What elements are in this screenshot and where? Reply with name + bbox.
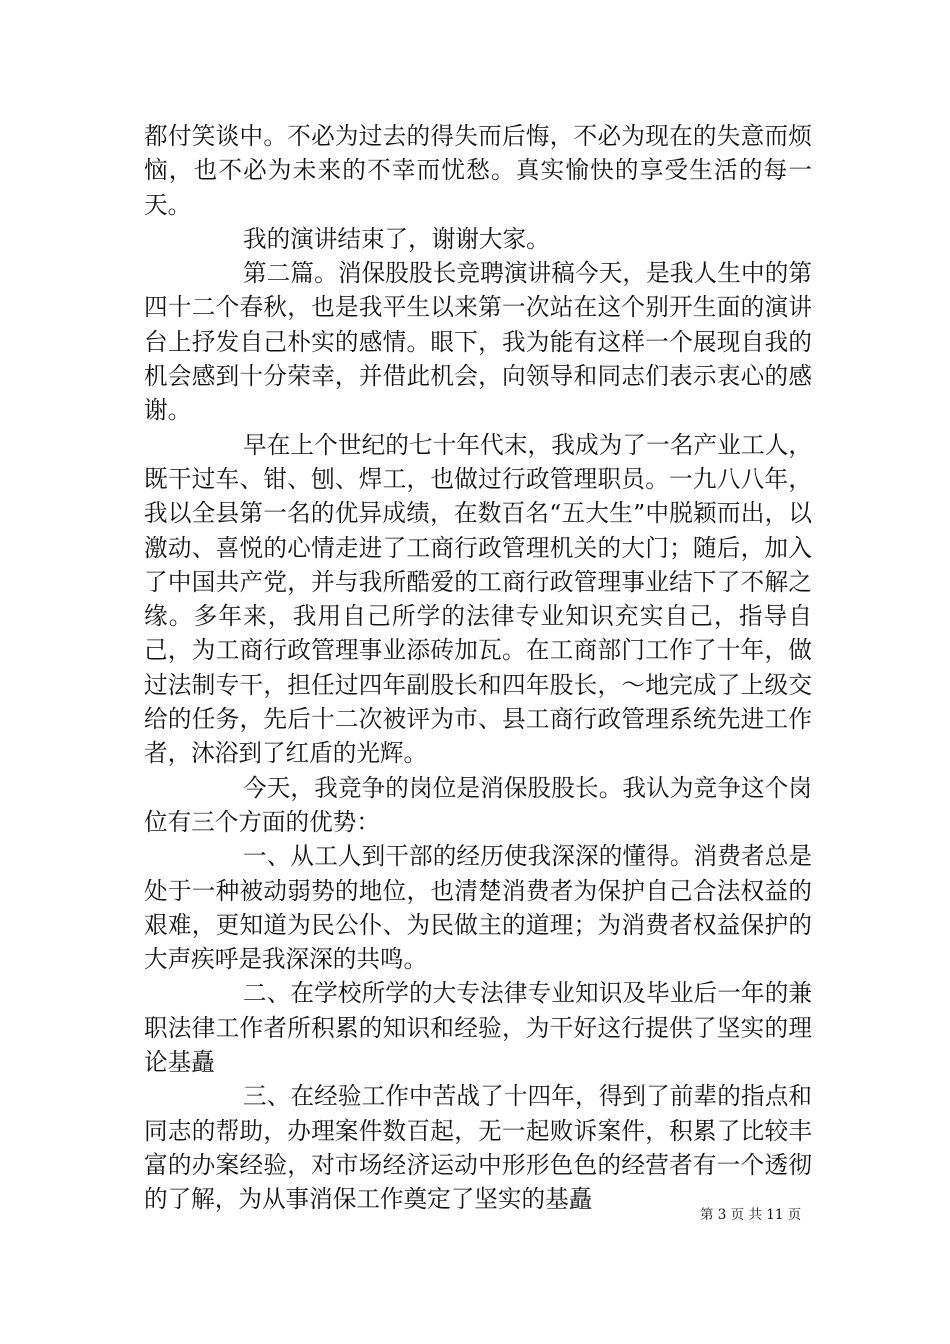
paragraph-4: 早在上个世纪的七十年代末，我成为了一名产业工人，既干过车、钳、刨、焊工，也做过行政管理职员。一九八八年，我以全县第一名的优异成绩，在数百名“五大生”中脱颖而出，以激动、喜悦的心情走进了工商行政管理机关的大门；随后，加入了中国共产党，并与我所酷爱的工商行政管理事业结下了不解之缘。多年来，我用自己所学的法律专业知识充实自己，指导自己，为工商行政管理事业添砖加瓦。在工商部门工作了十年，做过法制专干，担任过四年副股长和四年股长，～地完成了上级交给的任务，先后十二次被评为市、县工商行政管理系统先进工作者，沐浴到了红盾的光辉。 xyxy=(144,430,812,768)
paragraph-1: 都付笑谈中。不必为过去的得失而后悔，不必为现在的失意而烦恼，也不必为未来的不幸而忧愁。真实愉快的享受生活的每一天。 xyxy=(144,122,812,219)
page-number-footer: 第 3 页 共 11 页 xyxy=(700,1207,802,1223)
paragraph-6: 一、从工人到干部的经历使我深深的懂得。消费者总是处于一种被动弱势的地位，也清楚消费者为保护自己合法权益的艰难，更知道为民公仆、为民做主的道理；为消费者权益保护的大声疾呼是我深深的共鸣。 xyxy=(144,842,812,974)
document-body xyxy=(144,119,812,1217)
paragraph-7: 二、在学校所学的大专法律专业知识及毕业后一年的兼职法律工作者所积累的知识和经验，为干好这行提供了坚实的理论基矗 xyxy=(144,979,812,1077)
paragraph-8: 三、在经验工作中苦战了十四年，得到了前辈的指点和同志的帮助，办理案件数百起，无一起败诉案件，积累了比较丰富的办案经验，对市场经济运动中形形色色的经营者有一个透彻的了解，为从事消保工作奠定了坚实的基矗 xyxy=(144,1082,812,1214)
paragraph-2: 我的演讲结束了，谢谢大家。 xyxy=(243,224,550,253)
paragraph-5: 今天，我竞争的岗位是消保股股长。我认为竞争这个岗位有三个方面的优势： xyxy=(144,773,812,836)
paragraph-3: 第二篇。消保股股长竞聘演讲稿今天，是我人生中的第四十二个春秋，也是我平生以来第一次站在这个别开生面的演讲台上抒发自己朴实的感情。眼下，我为能有这样一个展现自我的机会感到十分荣幸，并借此机会，向领导和同志们表示衷心的感谢。 xyxy=(144,259,812,425)
